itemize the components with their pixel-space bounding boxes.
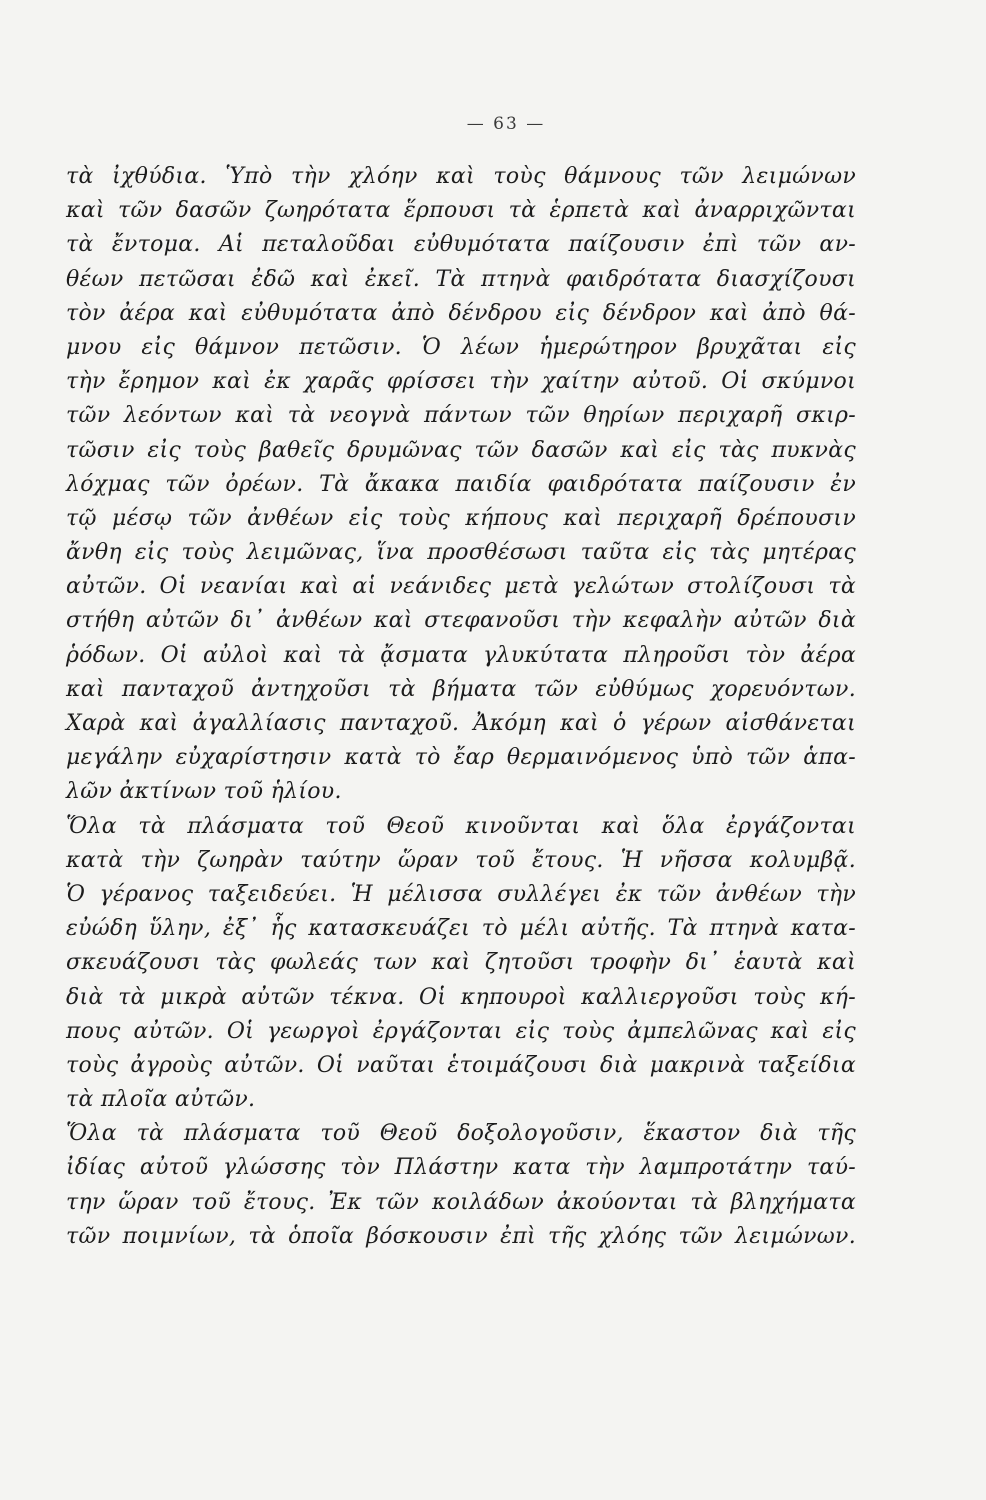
text-line: καὶ πανταχοῦ ἀντηχοῦσι τὰ βήματα τῶν εὐθύμως χορευόντων. [66,676,856,702]
paragraph-last-line: λῶν ἀκτίνων τοῦ ἡλίου. [66,779,342,805]
text-line: τῶσιν εἰς τοὺς βαθεῖς δρυμῶνας τῶν δασῶν καὶ εἰς τὰς πυκνὰς [66,437,856,463]
body-text [66,160,856,1254]
text-line: τὴν ἔρημον καὶ ἐκ χαρᾶς φρίσσει τὴν χαίτην αὐτοῦ. Οἱ σκύμνοι [66,369,856,395]
text-line: μνου εἰς θάμνον πετῶσιν. Ὁ λέων ἡμερώτηρον βρυχᾶται εἰς [66,334,856,360]
text-line: τὰ ἰχθύδια. Ὑπὸ τὴν χλόην καὶ τοὺς θάμνους τῶν λειμώνων [66,164,856,189]
page-number: — 63 — [466,114,546,134]
text-line: διὰ τὰ μικρὰ αὐτῶν τέκνα. Οἱ κηπουροὶ καλλιεργοῦσι τοὺς κή- [66,984,856,1010]
text-line: τῶν ποιμνίων, τὰ ὁποῖα βόσκουσιν ἐπὶ τῆς χλόης τῶν λειμώνων. [66,1223,856,1249]
paragraph-first-line: Ὅλα τὰ πλάσματα τοῦ Θεοῦ κινοῦνται καὶ ὅλα ἐργάζονται [66,813,856,839]
text-line: τὰ ἔντομα. Αἱ πεταλοῦδαι εὐθυμότατα παίζουσιν ἐπὶ τῶν αν- [66,232,856,258]
text-line: πους αὐτῶν. Οἱ γεωργοὶ ἐργάζονται εἰς τοὺς ἀμπελῶνας καὶ εἰς [66,1018,856,1044]
text-line: τοὺς ἀγροὺς αὐτῶν. Οἱ ναῦται ἑτοιμάζουσι διὰ μακρινὰ ταξείδια [66,1052,856,1078]
text-line: τῶν λεόντων καὶ τὰ νεογνὰ πάντων τῶν θηρίων περιχαρῆ σκιρ- [66,403,856,429]
text-line: εὐώδη ὕλην, ἐξ᾿ ἧς κατασκευάζει τὸ μέλι αὐτῆς. Τὰ πτηνὰ κατα- [66,916,856,942]
paragraph-last-line: τὰ πλοῖα αὐτῶν. [66,1087,256,1113]
text-line: μεγάλην εὐχαρίστησιν κατὰ τὸ ἔαρ θερμαινόμενος ὑπὸ τῶν ἁπα- [66,745,856,771]
text-line: σκευάζουσι τὰς φωλεάς των καὶ ζητοῦσι τροφὴν δι᾿ ἑαυτὰ καὶ [66,950,856,976]
text-line: στήθη αὐτῶν δι᾿ ἀνθέων καὶ στεφανοῦσι τὴν κεφαλὴν αὐτῶν διὰ [66,608,856,634]
text-line: ῥόδων. Οἱ αὐλοὶ καὶ τὰ ᾄσματα γλυκύτατα πληροῦσι τὸν ἀέρα [66,642,856,668]
text-line: ἄνθη εἰς τοὺς λειμῶνας, ἵνα προσθέσωσι ταῦτα εἰς τὰς μητέρας [66,540,856,566]
text-line: Χαρὰ καὶ ἀγαλλίασις πανταχοῦ. Ἀκόμη καὶ ὁ γέρων αἰσθάνεται [66,711,856,736]
text-line: καὶ τῶν δασῶν ζωηρότατα ἕρπουσι τὰ ἑρπετὰ καὶ ἀναρριχῶνται [66,198,856,224]
text-line: κατὰ τὴν ζωηρὰν ταύτην ὥραν τοῦ ἔτους. Ἡ νῆσσα κολυμβᾷ. [66,847,856,873]
text-line: αὐτῶν. Οἱ νεανίαι καὶ αἱ νεάνιδες μετὰ γελώτων στολίζουσι τὰ [66,574,856,600]
text-line: θέων πετῶσαι ἐδῶ καὶ ἐκεῖ. Τὰ πτηνὰ φαιδρότατα διασχίζουσι [66,266,856,292]
text-line: τῷ μέσῳ τῶν ἀνθέων εἰς τοὺς κήπους καὶ περιχαρῆ δρέπουσιν [66,505,856,531]
text-line: λόχμας τῶν ὀρέων. Τὰ ἄκακα παιδία φαιδρότατα παίζουσιν ἐν [66,471,856,497]
paragraph-first-line: Ὅλα τὰ πλάσματα τοῦ Θεοῦ δοξολογοῦσιν, ἕκαστον διὰ τῆς [66,1121,856,1147]
text-line: την ὥραν τοῦ ἔτους. Ἐκ τῶν κοιλάδων ἀκούονται τὰ βληχήματα [66,1189,856,1215]
text-line: ἰδίας αὐτοῦ γλώσσης τὸν Πλάστην κατα τὴν λαμπροτάτην ταύ- [66,1155,856,1181]
text-line: Ὁ γέρανος ταξειδεύει. Ἡ μέλισσα συλλέγει ἐκ τῶν ἀνθέων τὴν [66,881,856,907]
text-line: τὸν ἀέρα καὶ εὐθυμότατα ἀπὸ δένδρου εἰς δένδρον καὶ ἀπὸ θά- [66,300,856,326]
